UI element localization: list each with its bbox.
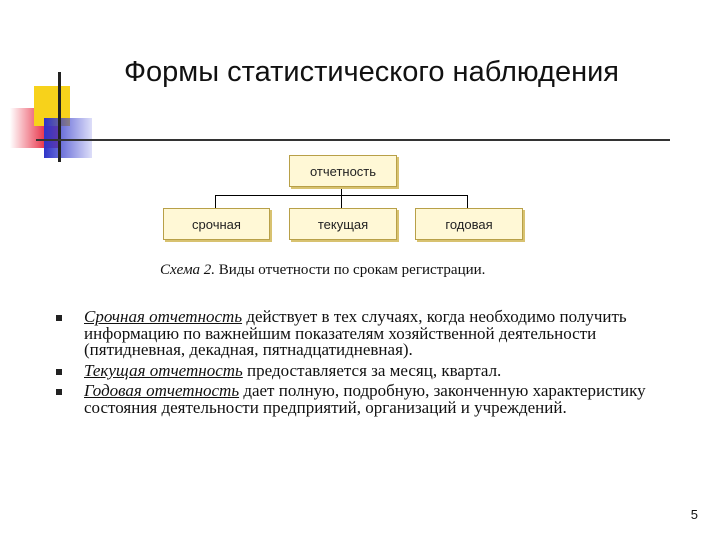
diagram-node-reporting: отчетность bbox=[289, 155, 397, 187]
page-number: 5 bbox=[690, 507, 698, 522]
bullet-list bbox=[56, 309, 676, 421]
bullet-text: действует в тех случаях, когда необходимо получить информацию по важнейшим показателям хозяйственной деятельности (пятидневная, декадная, пятнадцатидневная). bbox=[84, 307, 627, 360]
bullet-term: Годовая отчетность bbox=[84, 381, 240, 401]
connector-root-down bbox=[341, 186, 342, 195]
bullet-term: Срочная отчетность bbox=[84, 307, 243, 326]
connector-to-annual bbox=[467, 195, 468, 208]
bullet-item bbox=[56, 383, 676, 416]
decor-vertical-line bbox=[58, 72, 61, 162]
decor-blue-square bbox=[44, 118, 92, 158]
title-underline bbox=[36, 139, 670, 141]
bullet-item bbox=[56, 360, 676, 380]
caption-label: Схема 2. bbox=[160, 262, 216, 278]
diagram-caption bbox=[160, 262, 580, 279]
bullet-text: дает полную, подробную, законченную характеристику состояния деятельности предприятий, организаций и учреждений. bbox=[84, 381, 646, 417]
connector-to-current bbox=[341, 195, 342, 208]
connector-to-urgent bbox=[215, 195, 216, 208]
diagram-node-urgent: срочная bbox=[163, 208, 270, 240]
bullet-term: Текущая отчетность bbox=[84, 360, 243, 380]
slide-title: Формы статистического наблюдения bbox=[124, 56, 620, 88]
square-bullet-icon bbox=[56, 369, 62, 375]
caption-text: Виды отчетности по срокам регистрации. bbox=[215, 262, 486, 278]
bullet-item bbox=[56, 309, 676, 359]
square-bullet-icon bbox=[56, 315, 62, 321]
square-bullet-icon bbox=[56, 389, 62, 395]
diagram-node-current: текущая bbox=[289, 208, 397, 240]
diagram-node-annual: годовая bbox=[415, 208, 523, 240]
bullet-text: предоставляется за месяц, квартал. bbox=[242, 360, 502, 380]
